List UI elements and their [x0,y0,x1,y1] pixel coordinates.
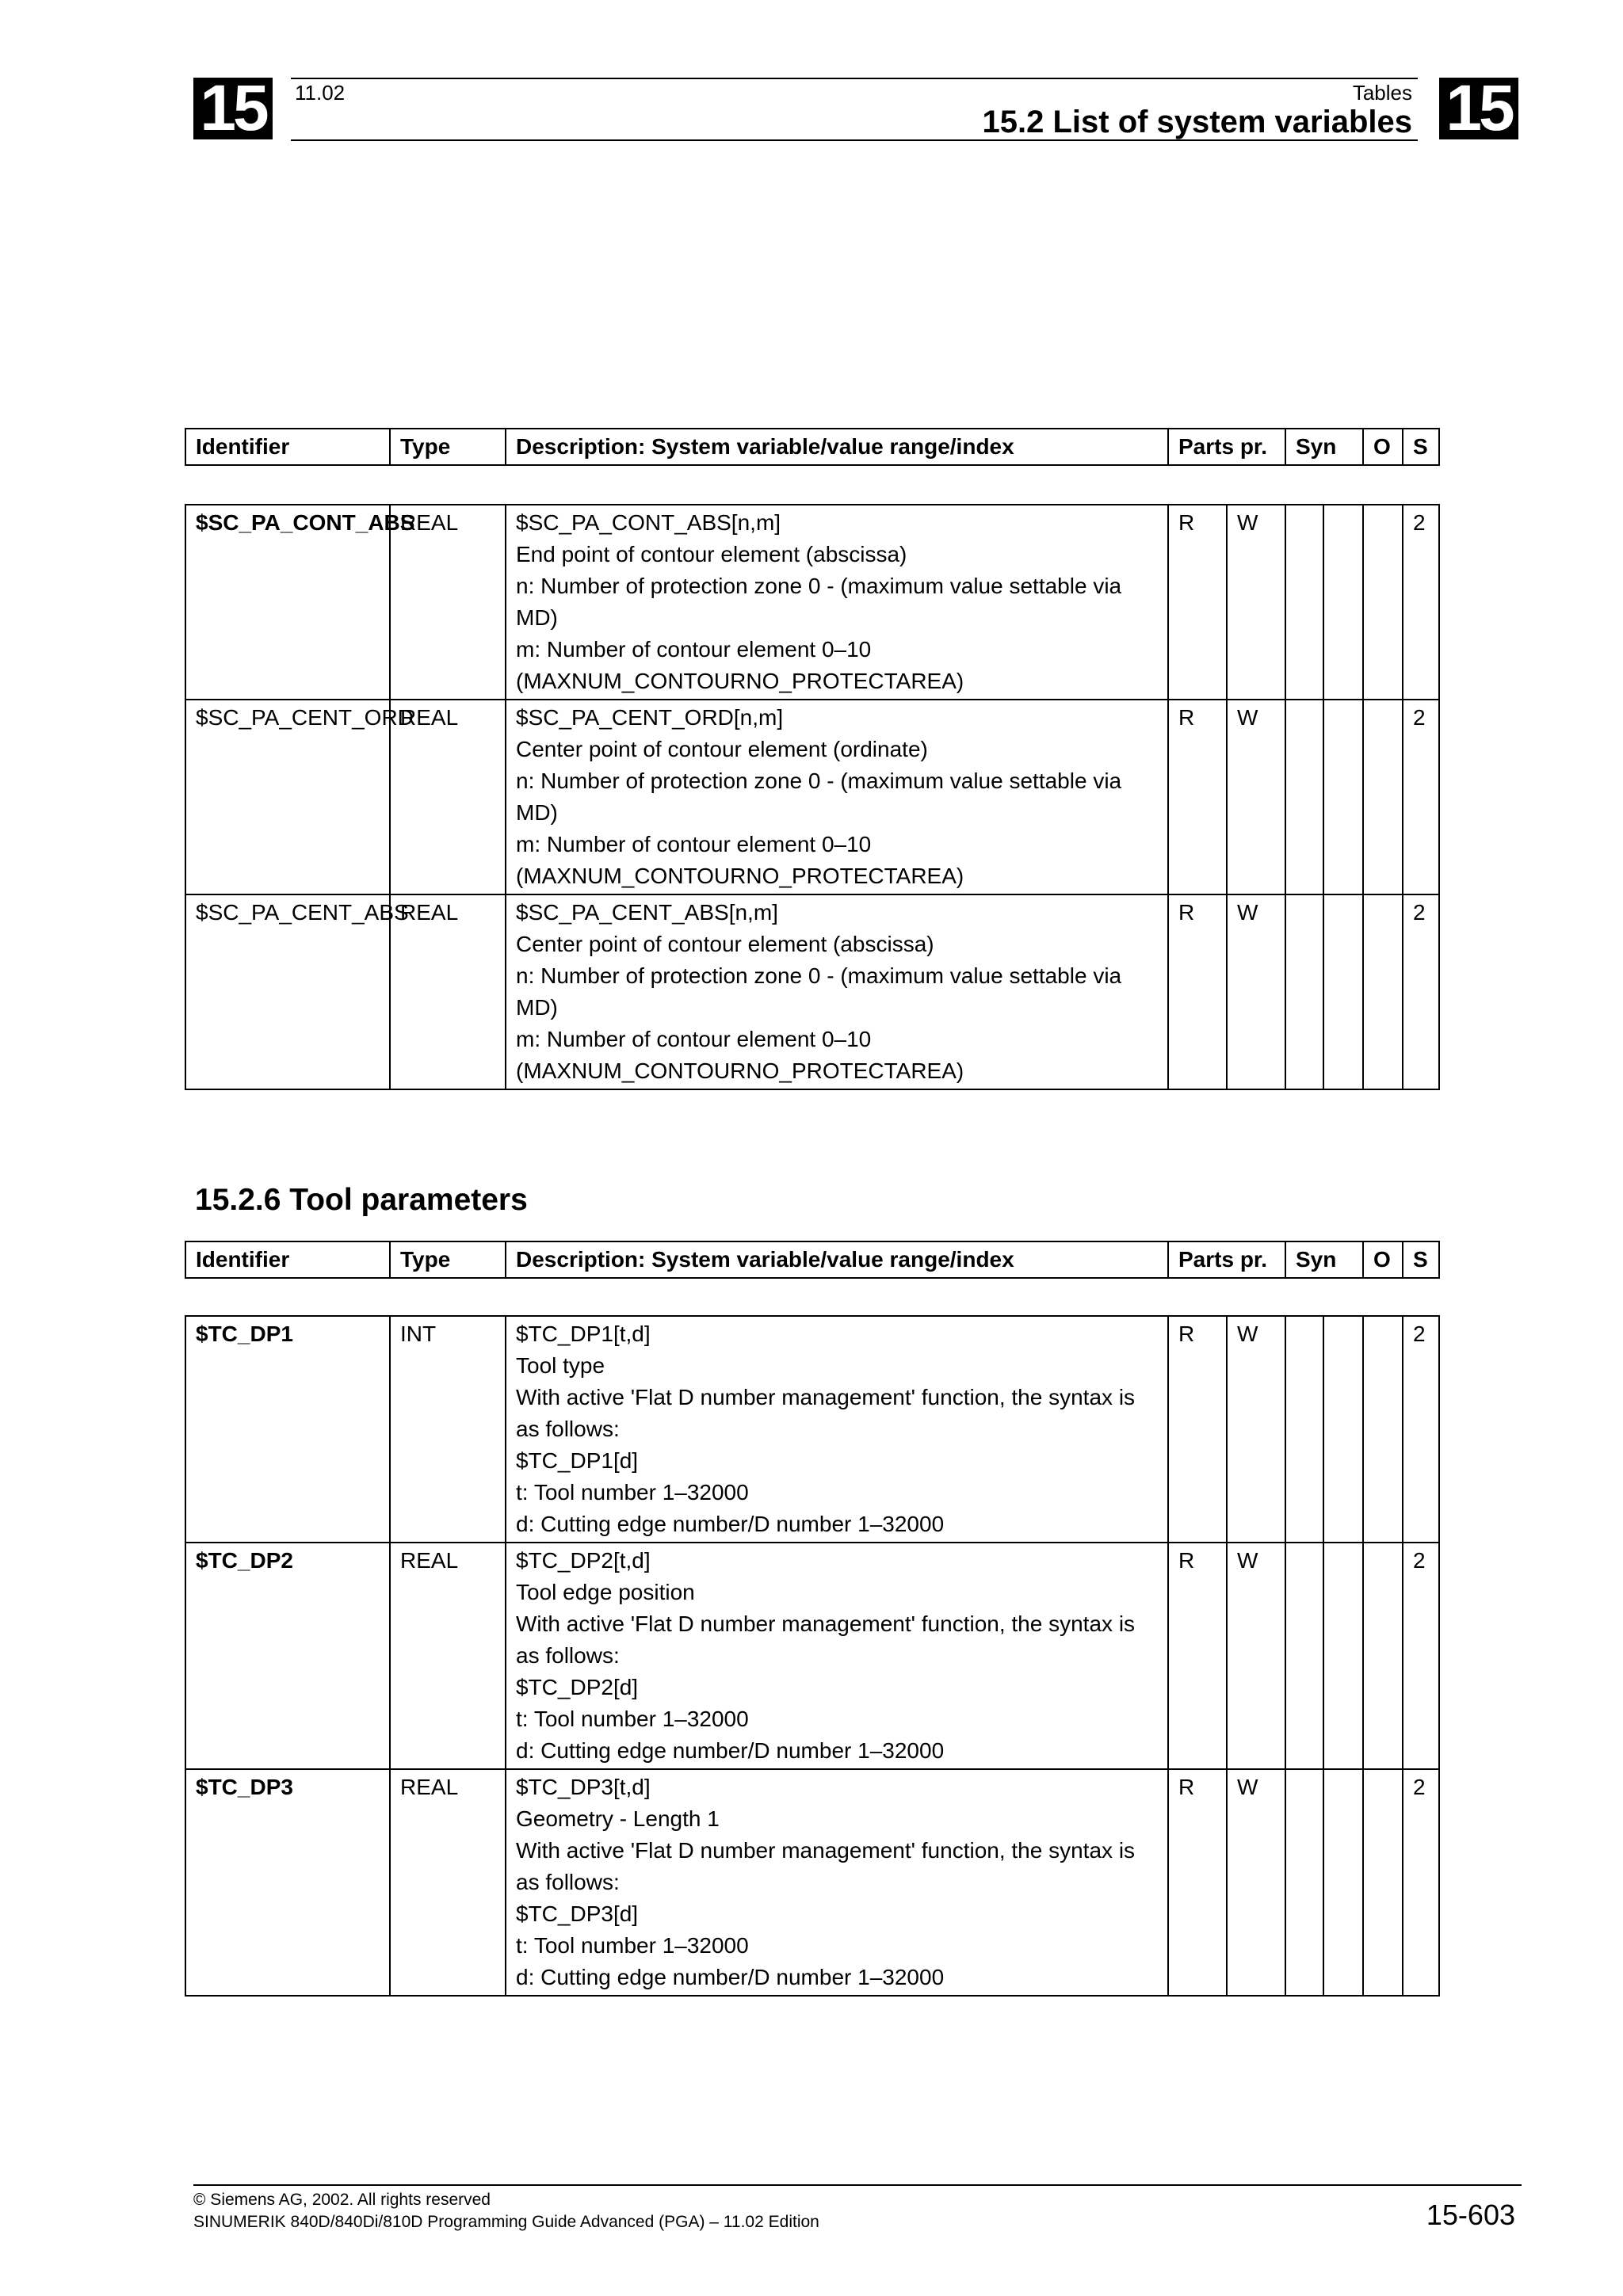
row-syn-b [1323,1769,1363,1996]
table-row [185,1769,1439,1996]
row-read: R [1168,1543,1227,1769]
row-description: $SC_PA_CENT_ABS[n,m] Center point of contour element (abscissa) n: Number of protection zone 0 - (maximum value settable via MD) m: Number of contour element 0–10 (MAXNUM_CONTOURNO_PROTECTAREA) [506,894,1168,1089]
table1-body [185,504,1440,1090]
row-description: $SC_PA_CONT_ABS[n,m] End point of contour element (abscissa) n: Number of protection zone 0 - (maximum value settable via MD) m: Number of contour element 0–10 (MAXNUM_CONTOURNO_PROTECTAREA) [506,505,1168,700]
footer-guide-title: SINUMERIK 840D/840Di/810D Programming Guide Advanced (PGA) – 11.02 Edition [193,2213,819,2231]
row-write: W [1227,1543,1285,1769]
table2-header [185,1241,1440,1279]
table-row [185,1316,1439,1543]
header-section-title: 15.2 List of system variables [982,105,1412,139]
section-heading: 15.2.6 Tool parameters [195,1183,528,1217]
row-type: INT [390,1316,506,1543]
row-s: 2 [1403,505,1439,700]
row-s: 2 [1403,1769,1439,1996]
table-row [185,1543,1439,1769]
col-type: Type [390,1241,506,1278]
table-row [185,894,1439,1089]
row-write: W [1227,894,1285,1089]
col-type: Type [390,429,506,465]
row-syn-a [1285,894,1323,1089]
col-o: O [1363,429,1403,465]
header-date: 11.02 [295,81,346,105]
table-row [185,505,1439,700]
row-type: REAL [390,1769,506,1996]
row-syn-b [1323,700,1363,894]
chapter-number-right: 15 [1439,78,1518,139]
row-syn-a [1285,700,1323,894]
col-identifier: Identifier [185,1241,390,1278]
row-o [1363,505,1403,700]
row-o [1363,894,1403,1089]
footer-copyright: © Siemens AG, 2002. All rights reserved [193,2191,491,2209]
row-s: 2 [1403,1543,1439,1769]
row-description: $TC_DP1[t,d] Tool type With active 'Flat D number management' function, the syntax is as follows: $TC_DP1[d] t: Tool number 1–32000 d: Cutting edge number/D number 1–32000 [506,1316,1168,1543]
row-o [1363,700,1403,894]
table2-body [185,1315,1440,1997]
row-syn-b [1323,894,1363,1089]
row-syn-a [1285,505,1323,700]
row-syn-a [1285,1316,1323,1543]
chapter-number-left: 15 [193,78,273,139]
row-identifier: $TC_DP1 [185,1316,390,1543]
row-description: $SC_PA_CENT_ORD[n,m] Center point of contour element (ordinate) n: Number of protection zone 0 - (maximum value settable via MD) m: Number of contour element 0–10 (MAXNUM_CONTOURNO_PROTECTAREA) [506,700,1168,894]
col-s: S [1403,1241,1439,1278]
row-read: R [1168,894,1227,1089]
row-s: 2 [1403,894,1439,1089]
row-o [1363,1543,1403,1769]
col-s: S [1403,429,1439,465]
table-row [185,700,1439,894]
row-identifier: $TC_DP2 [185,1543,390,1769]
row-description: $TC_DP2[t,d] Tool edge position With active 'Flat D number management' function, the syntax is as follows: $TC_DP2[d] t: Tool number 1–32000 d: Cutting edge number/D number 1–32000 [506,1543,1168,1769]
row-read: R [1168,700,1227,894]
col-description: Description: System variable/value range/index [506,429,1168,465]
row-write: W [1227,1769,1285,1996]
col-parts-pr: Parts pr. [1168,1241,1285,1278]
row-identifier: $TC_DP3 [185,1769,390,1996]
row-read: R [1168,505,1227,700]
row-identifier: $SC_PA_CENT_ABS [185,894,390,1089]
row-syn-b [1323,505,1363,700]
row-type: REAL [390,700,506,894]
col-syn: Syn [1285,429,1363,465]
row-read: R [1168,1316,1227,1543]
row-write: W [1227,505,1285,700]
row-type: REAL [390,505,506,700]
row-type: REAL [390,1543,506,1769]
page-number: 15-603 [1426,2199,1515,2231]
row-identifier: $SC_PA_CONT_ABS [185,505,390,700]
row-syn-a [1285,1543,1323,1769]
row-syn-b [1323,1543,1363,1769]
row-type: REAL [390,894,506,1089]
header-rule-top [291,78,1418,79]
row-syn-a [1285,1769,1323,1996]
col-syn: Syn [1285,1241,1363,1278]
footer-rule [193,2184,1522,2186]
table1-header [185,428,1440,466]
row-o [1363,1316,1403,1543]
row-description: $TC_DP3[t,d] Geometry - Length 1 With active 'Flat D number management' function, the syntax is as follows: $TC_DP3[d] t: Tool number 1–32000 d: Cutting edge number/D number 1–32000 [506,1769,1168,1996]
row-identifier: $SC_PA_CENT_ORD [185,700,390,894]
row-write: W [1227,700,1285,894]
col-o: O [1363,1241,1403,1278]
col-parts-pr: Parts pr. [1168,429,1285,465]
row-write: W [1227,1316,1285,1543]
header-chapter-name: Tables [1352,81,1412,105]
row-s: 2 [1403,700,1439,894]
col-description: Description: System variable/value range/index [506,1241,1168,1278]
row-syn-b [1323,1316,1363,1543]
col-identifier: Identifier [185,429,390,465]
row-o [1363,1769,1403,1996]
row-s: 2 [1403,1316,1439,1543]
row-read: R [1168,1769,1227,1996]
